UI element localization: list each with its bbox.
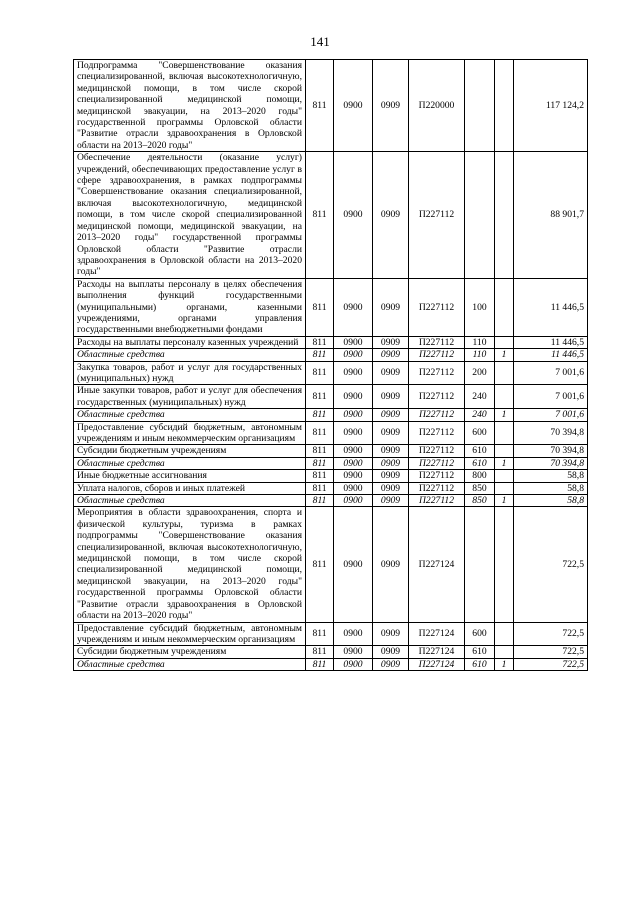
subsection-code-cell: 0909	[373, 278, 409, 336]
funding-source-code-cell: 1	[495, 457, 514, 469]
target-article-code-cell: П227112	[409, 361, 465, 385]
target-article-code-cell: П227112	[409, 495, 465, 507]
funding-source-code-cell: 1	[495, 658, 514, 670]
section-code-cell: 0900	[334, 336, 373, 348]
amount-cell: 7 001,6	[514, 361, 588, 385]
row-name-cell: Предоставление субсидий бюджетным, автономным учреждениям и иным некоммерческим организациям	[74, 622, 306, 646]
target-article-code-cell: П227112	[409, 278, 465, 336]
funding-source-code-cell	[495, 152, 514, 278]
target-article-code-cell: П227112	[409, 336, 465, 348]
section-code-cell: 0900	[334, 482, 373, 494]
table-row	[74, 622, 588, 646]
expense-type-code-cell: 850	[465, 482, 495, 494]
target-article-code-cell: П227124	[409, 658, 465, 670]
row-name-cell: Иные закупки товаров, работ и услуг для обеспечения государственных (муниципальных) нужд	[74, 385, 306, 409]
section-code-cell: 0900	[334, 278, 373, 336]
table-row	[74, 361, 588, 385]
expense-type-code-cell: 240	[465, 385, 495, 409]
expense-type-code-cell: 600	[465, 622, 495, 646]
subsection-code-cell: 0909	[373, 622, 409, 646]
expense-type-code-cell: 100	[465, 278, 495, 336]
funding-source-code-cell	[495, 507, 514, 622]
section-code-cell: 0900	[334, 385, 373, 409]
target-article-code-cell: П227112	[409, 482, 465, 494]
subsection-code-cell: 0909	[373, 60, 409, 152]
ministry-code-cell: 811	[306, 470, 334, 482]
amount-cell: 11 446,5	[514, 278, 588, 336]
amount-cell: 722,5	[514, 646, 588, 658]
ministry-code-cell: 811	[306, 658, 334, 670]
target-article-code-cell: П227112	[409, 421, 465, 445]
page-number: 141	[310, 34, 330, 49]
expense-type-code-cell: 610	[465, 658, 495, 670]
row-name-cell: Расходы на выплаты персоналу казенных учреждений	[74, 336, 306, 348]
funding-source-code-cell: 1	[495, 409, 514, 421]
amount-cell: 58,8	[514, 495, 588, 507]
amount-cell: 722,5	[514, 622, 588, 646]
regional-funds-row	[74, 658, 588, 670]
expense-type-code-cell: 610	[465, 445, 495, 457]
row-name-cell: Субсидии бюджетным учреждениям	[74, 646, 306, 658]
funding-source-code-cell	[495, 278, 514, 336]
table-row	[74, 646, 588, 658]
table-row	[74, 421, 588, 445]
amount-cell: 58,8	[514, 482, 588, 494]
row-name-cell: Подпрограмма "Совершенствование оказания специализированной, включая высокотехнологичную, медицинской помощи, в том числе скорой специализированной медицинской помощи, медицинской эвакуации, на 2013–2020 годы" государственной программы Орловской области "Развитие отрасли здравоохранения в Орловской области на 2013–2020 годы"	[74, 60, 306, 152]
subsection-code-cell: 0909	[373, 507, 409, 622]
expense-type-code-cell: 800	[465, 470, 495, 482]
amount-cell: 117 124,2	[514, 60, 588, 152]
expense-type-code-cell	[465, 152, 495, 278]
table-row	[74, 445, 588, 457]
target-article-code-cell: П227112	[409, 385, 465, 409]
ministry-code-cell: 811	[306, 60, 334, 152]
amount-cell: 70 394,8	[514, 445, 588, 457]
row-name-cell: Расходы на выплаты персоналу в целях обеспечения выполнения функций государственными (муниципальными) органами, казенными учреждениями, органами управления государственными внебюджетными фондами	[74, 278, 306, 336]
target-article-code-cell: П227124	[409, 507, 465, 622]
row-name-cell: Закупка товаров, работ и услуг для государственных (муниципальных) нужд	[74, 361, 306, 385]
funding-source-code-cell	[495, 60, 514, 152]
subsection-code-cell: 0909	[373, 336, 409, 348]
row-name-cell: Областные средства	[74, 495, 306, 507]
target-article-code-cell: П227112	[409, 470, 465, 482]
expense-type-code-cell: 240	[465, 409, 495, 421]
row-name-cell: Иные бюджетные ассигнования	[74, 470, 306, 482]
target-article-code-cell: П227112	[409, 152, 465, 278]
amount-cell: 88 901,7	[514, 152, 588, 278]
row-name-cell: Областные средства	[74, 658, 306, 670]
ministry-code-cell: 811	[306, 409, 334, 421]
subsection-code-cell: 0909	[373, 152, 409, 278]
funding-source-code-cell: 1	[495, 495, 514, 507]
row-name-cell: Мероприятия в области здравоохранения, спорта и физической культуры, туризма в рамках подпрограммы "Совершенствование оказания специализированной, включая высокотехнологичную, медицинской помощи, в том числе скорой специализированной медицинской помощи, медицинской эвакуации, на 2013–2020 годы" государственной программы Орловской области "Развитие отрасли здравоохранения в Орловской области на 2013–2020 годы"	[74, 507, 306, 622]
target-article-code-cell: П227112	[409, 457, 465, 469]
row-name-cell: Обеспечение деятельности (оказание услуг) учреждений, обеспечивающих предоставление услуг в сфере здравоохранения, в рамках подпрограммы "Совершенствование оказания специализированной, включая высокотехнологичную, медицинской помощи, в том числе скорой специализированной медицинской помощи, медицинской эвакуации, на 2013–2020 годы" государственной программы Орловской области "Развитие отрасли здравоохранения в Орловской области на 2013–2020 годы"	[74, 152, 306, 278]
target-article-code-cell: П227112	[409, 349, 465, 361]
table-row	[74, 60, 588, 152]
expense-type-code-cell: 610	[465, 646, 495, 658]
ministry-code-cell: 811	[306, 336, 334, 348]
budget-table-body	[74, 60, 588, 671]
ministry-code-cell: 811	[306, 646, 334, 658]
target-article-code-cell: П227124	[409, 622, 465, 646]
section-code-cell: 0900	[334, 421, 373, 445]
ministry-code-cell: 811	[306, 622, 334, 646]
target-article-code-cell: П227112	[409, 445, 465, 457]
amount-cell: 70 394,8	[514, 457, 588, 469]
row-name-cell: Субсидии бюджетным учреждениям	[74, 445, 306, 457]
funding-source-code-cell	[495, 646, 514, 658]
ministry-code-cell: 811	[306, 495, 334, 507]
section-code-cell: 0900	[334, 622, 373, 646]
expense-type-code-cell: 110	[465, 349, 495, 361]
funding-source-code-cell	[495, 336, 514, 348]
regional-funds-row	[74, 349, 588, 361]
table-row	[74, 278, 588, 336]
section-code-cell: 0900	[334, 658, 373, 670]
row-name-cell: Уплата налогов, сборов и иных платежей	[74, 482, 306, 494]
subsection-code-cell: 0909	[373, 482, 409, 494]
ministry-code-cell: 811	[306, 421, 334, 445]
subsection-code-cell: 0909	[373, 349, 409, 361]
funding-source-code-cell	[495, 482, 514, 494]
section-code-cell: 0900	[334, 361, 373, 385]
expense-type-code-cell: 600	[465, 421, 495, 445]
amount-cell: 7 001,6	[514, 385, 588, 409]
row-name-cell: Областные средства	[74, 349, 306, 361]
subsection-code-cell: 0909	[373, 470, 409, 482]
section-code-cell: 0900	[334, 507, 373, 622]
ministry-code-cell: 811	[306, 385, 334, 409]
section-code-cell: 0900	[334, 60, 373, 152]
section-code-cell: 0900	[334, 349, 373, 361]
funding-source-code-cell	[495, 421, 514, 445]
section-code-cell: 0900	[334, 457, 373, 469]
subsection-code-cell: 0909	[373, 658, 409, 670]
regional-funds-row	[74, 495, 588, 507]
funding-source-code-cell	[495, 622, 514, 646]
funding-source-code-cell	[495, 470, 514, 482]
section-code-cell: 0900	[334, 409, 373, 421]
subsection-code-cell: 0909	[373, 421, 409, 445]
table-row	[74, 482, 588, 494]
ministry-code-cell: 811	[306, 507, 334, 622]
row-name-cell: Областные средства	[74, 457, 306, 469]
ministry-code-cell: 811	[306, 349, 334, 361]
expense-type-code-cell: 110	[465, 336, 495, 348]
table-row	[74, 152, 588, 278]
table-row	[74, 470, 588, 482]
subsection-code-cell: 0909	[373, 385, 409, 409]
subsection-code-cell: 0909	[373, 646, 409, 658]
target-article-code-cell: П227112	[409, 409, 465, 421]
section-code-cell: 0900	[334, 445, 373, 457]
table-row	[74, 336, 588, 348]
ministry-code-cell: 811	[306, 482, 334, 494]
section-code-cell: 0900	[334, 152, 373, 278]
subsection-code-cell: 0909	[373, 409, 409, 421]
amount-cell: 70 394,8	[514, 421, 588, 445]
ministry-code-cell: 811	[306, 445, 334, 457]
row-name-cell: Предоставление субсидий бюджетным, автономным учреждениям и иным некоммерческим организациям	[74, 421, 306, 445]
subsection-code-cell: 0909	[373, 361, 409, 385]
amount-cell: 58,8	[514, 470, 588, 482]
amount-cell: 7 001,6	[514, 409, 588, 421]
regional-funds-row	[74, 457, 588, 469]
expense-type-code-cell	[465, 507, 495, 622]
section-code-cell: 0900	[334, 470, 373, 482]
expense-type-code-cell	[465, 60, 495, 152]
ministry-code-cell: 811	[306, 152, 334, 278]
expense-type-code-cell: 200	[465, 361, 495, 385]
subsection-code-cell: 0909	[373, 457, 409, 469]
amount-cell: 722,5	[514, 507, 588, 622]
funding-source-code-cell	[495, 385, 514, 409]
target-article-code-cell: П220000	[409, 60, 465, 152]
section-code-cell: 0900	[334, 646, 373, 658]
expense-type-code-cell: 610	[465, 457, 495, 469]
section-code-cell: 0900	[334, 495, 373, 507]
expense-type-code-cell: 850	[465, 495, 495, 507]
funding-source-code-cell	[495, 361, 514, 385]
amount-cell: 722,5	[514, 658, 588, 670]
amount-cell: 11 446,5	[514, 336, 588, 348]
target-article-code-cell: П227124	[409, 646, 465, 658]
row-name-cell: Областные средства	[74, 409, 306, 421]
ministry-code-cell: 811	[306, 457, 334, 469]
budget-table	[73, 59, 588, 671]
amount-cell: 11 446,5	[514, 349, 588, 361]
funding-source-code-cell: 1	[495, 349, 514, 361]
subsection-code-cell: 0909	[373, 445, 409, 457]
ministry-code-cell: 811	[306, 361, 334, 385]
ministry-code-cell: 811	[306, 278, 334, 336]
funding-source-code-cell	[495, 445, 514, 457]
subsection-code-cell: 0909	[373, 495, 409, 507]
regional-funds-row	[74, 409, 588, 421]
table-row	[74, 385, 588, 409]
table-row	[74, 507, 588, 622]
